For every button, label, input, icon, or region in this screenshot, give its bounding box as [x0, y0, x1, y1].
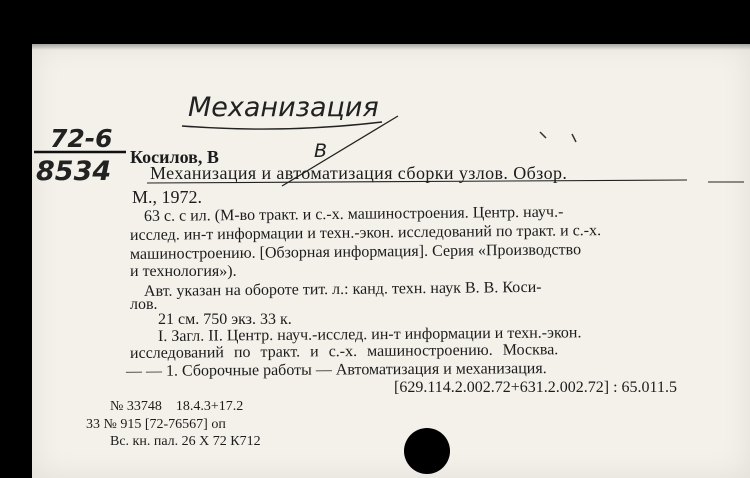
- physical-description: 21 см. 750 экз. 33 к.: [158, 311, 292, 328]
- shelf-mark-top: 72-6: [50, 124, 113, 153]
- author-name: Косилов, В: [130, 147, 219, 167]
- tracing-line: I. Загл. II. Центр. науч.-исслед. ин-т информации и техн.-экон.: [157, 324, 582, 345]
- footer-order-line: 33 № 915 [72-76567] оп: [86, 417, 226, 432]
- catalog-card: [32, 44, 750, 478]
- title-line: Механизация и автоматизация сборки узлов. Обзор.: [150, 163, 568, 183]
- subject-heading-handwritten: Механизация: [188, 92, 379, 123]
- footer-code: 18.4.3+17.2: [175, 399, 244, 414]
- shelf-mark-bottom: 8534: [36, 156, 112, 187]
- tracing-line: — — 1. Сборочные работы — Автоматизация и механизация.: [125, 360, 547, 380]
- author-note-line: Авт. указан на обороте тит. л.: канд. техн. наук В. В. Коси-: [143, 278, 542, 300]
- description-line: машиностроению. [Обзорная информация]. Серия «Производство: [129, 241, 582, 263]
- tracing-line: исследований по тракт. и с.-х. машиностроению. Москва.: [129, 341, 559, 362]
- description-line: и технология»).: [130, 263, 237, 280]
- punch-hole: [404, 428, 450, 474]
- description-line: 63 с. с ил. (М-во тракт. и с.-х. машиностроения. Центр. науч.-: [143, 203, 564, 225]
- classification-index: [629.114.2.002.72+631.2.002.72] : 65.011.5: [394, 379, 677, 396]
- footer-chamber-line: Вс. кн. пал. 26 X 72 К712: [110, 434, 261, 449]
- footer-number: № 33748: [110, 399, 162, 414]
- description-line: исслед. ин-т информации и техн.-экон. исследований по тракт. и с.-х.: [129, 222, 602, 244]
- author-note-line: лов.: [130, 296, 158, 313]
- handwritten-letter: B: [314, 140, 328, 162]
- footer-record-number: [110, 400, 243, 414]
- imprint: М., 1972.: [132, 187, 203, 207]
